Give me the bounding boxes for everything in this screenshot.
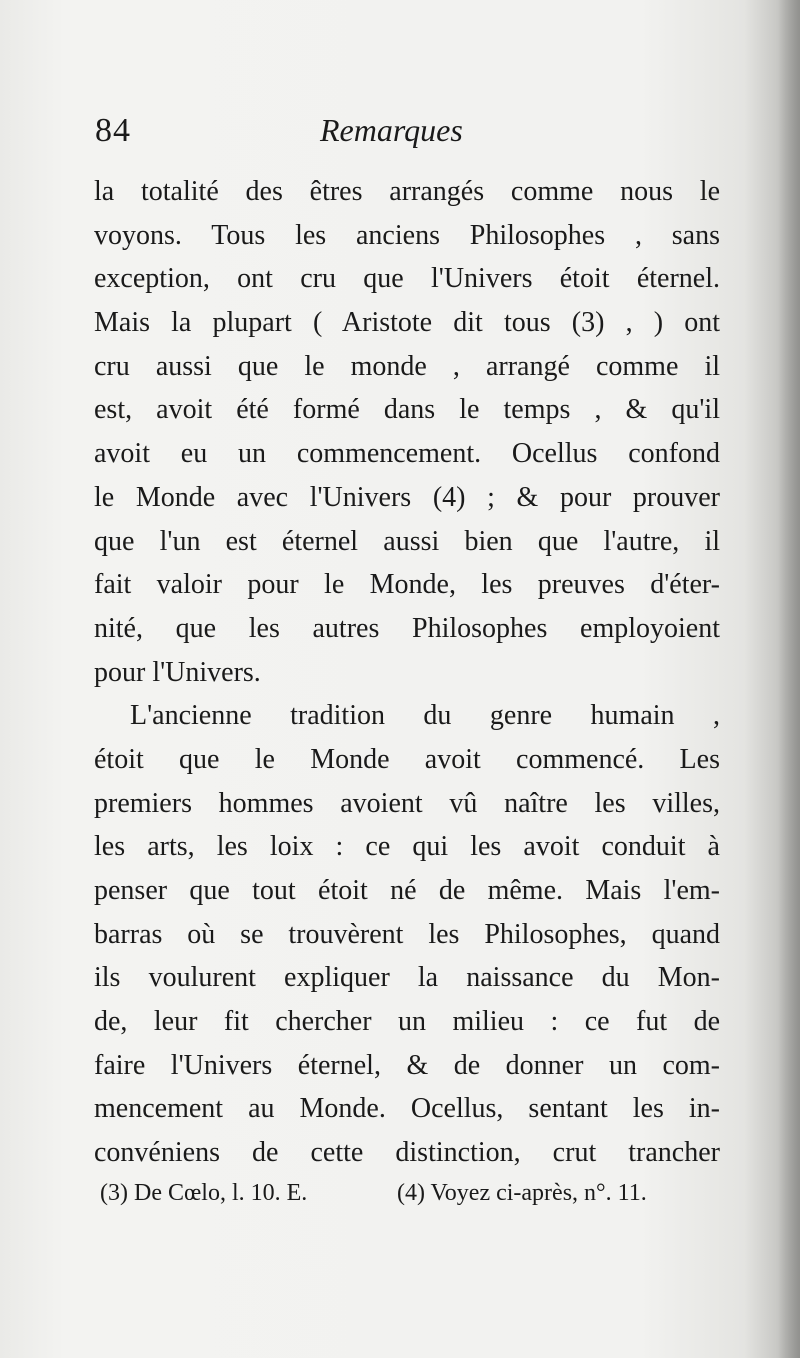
running-head: Remarques [320, 112, 463, 148]
text-line: voyons. Tous les anciens Philosophes , sans [94, 219, 720, 251]
text-line: ils voulurent expliquer la naissance du Mon- [94, 962, 720, 994]
text-line: est, avoit été formé dans le temps , & qu'il [94, 394, 720, 426]
text-line: convéniens de cette distinction, crut trancher [94, 1137, 720, 1169]
footnote-4: (4) Voyez ci-après, n°. 11. [397, 1180, 647, 1206]
text-line: que l'un est éternel aussi bien que l'autre, il [94, 525, 720, 557]
text-line: le Monde avec l'Univers (4) ; & pour prouver [94, 481, 720, 513]
page-number: 84 [95, 112, 131, 149]
text-line: de, leur fit chercher un milieu : ce fut de [94, 1006, 720, 1038]
body-text [94, 170, 720, 1175]
text-line: faire l'Univers éternel, & de donner un com- [94, 1049, 720, 1081]
text-line: exception, ont cru que l'Univers étoit éternel. [94, 263, 720, 295]
text-line: Mais la plupart ( Aristote dit tous (3) , ) ont [94, 307, 720, 339]
paragraph-start-line: L'ancienne tradition du genre humain , [130, 700, 720, 732]
page-gutter-shadow [778, 0, 800, 1358]
text-line: étoit que le Monde avoit commencé. Les [94, 743, 720, 775]
text-line: barras où se trouvèrent les Philosophes, quand [94, 918, 720, 950]
text-line: nité, que les autres Philosophes employoient [94, 612, 720, 644]
text-line: fait valoir pour le Monde, les preuves d'éter- [94, 569, 720, 601]
text-line: avoit eu un commencement. Ocellus confond [94, 438, 720, 470]
page-header [95, 112, 725, 162]
text-line: pour l'Univers. [94, 656, 261, 688]
footnotes [100, 1175, 726, 1211]
footnote-3: (3) De Cœlo, l. 10. E. [100, 1180, 308, 1206]
text-line: les arts, les loix : ce qui les avoit conduit à [94, 831, 720, 863]
text-line: cru aussi que le monde , arrangé comme il [94, 350, 720, 382]
text-line: la totalité des êtres arrangés comme nous le [94, 176, 720, 207]
text-line: premiers hommes avoient vû naître les villes, [94, 787, 720, 819]
text-line: mencement au Monde. Ocellus, sentant les in- [94, 1093, 720, 1125]
text-line: penser que tout étoit né de même. Mais l'em- [94, 875, 720, 906]
